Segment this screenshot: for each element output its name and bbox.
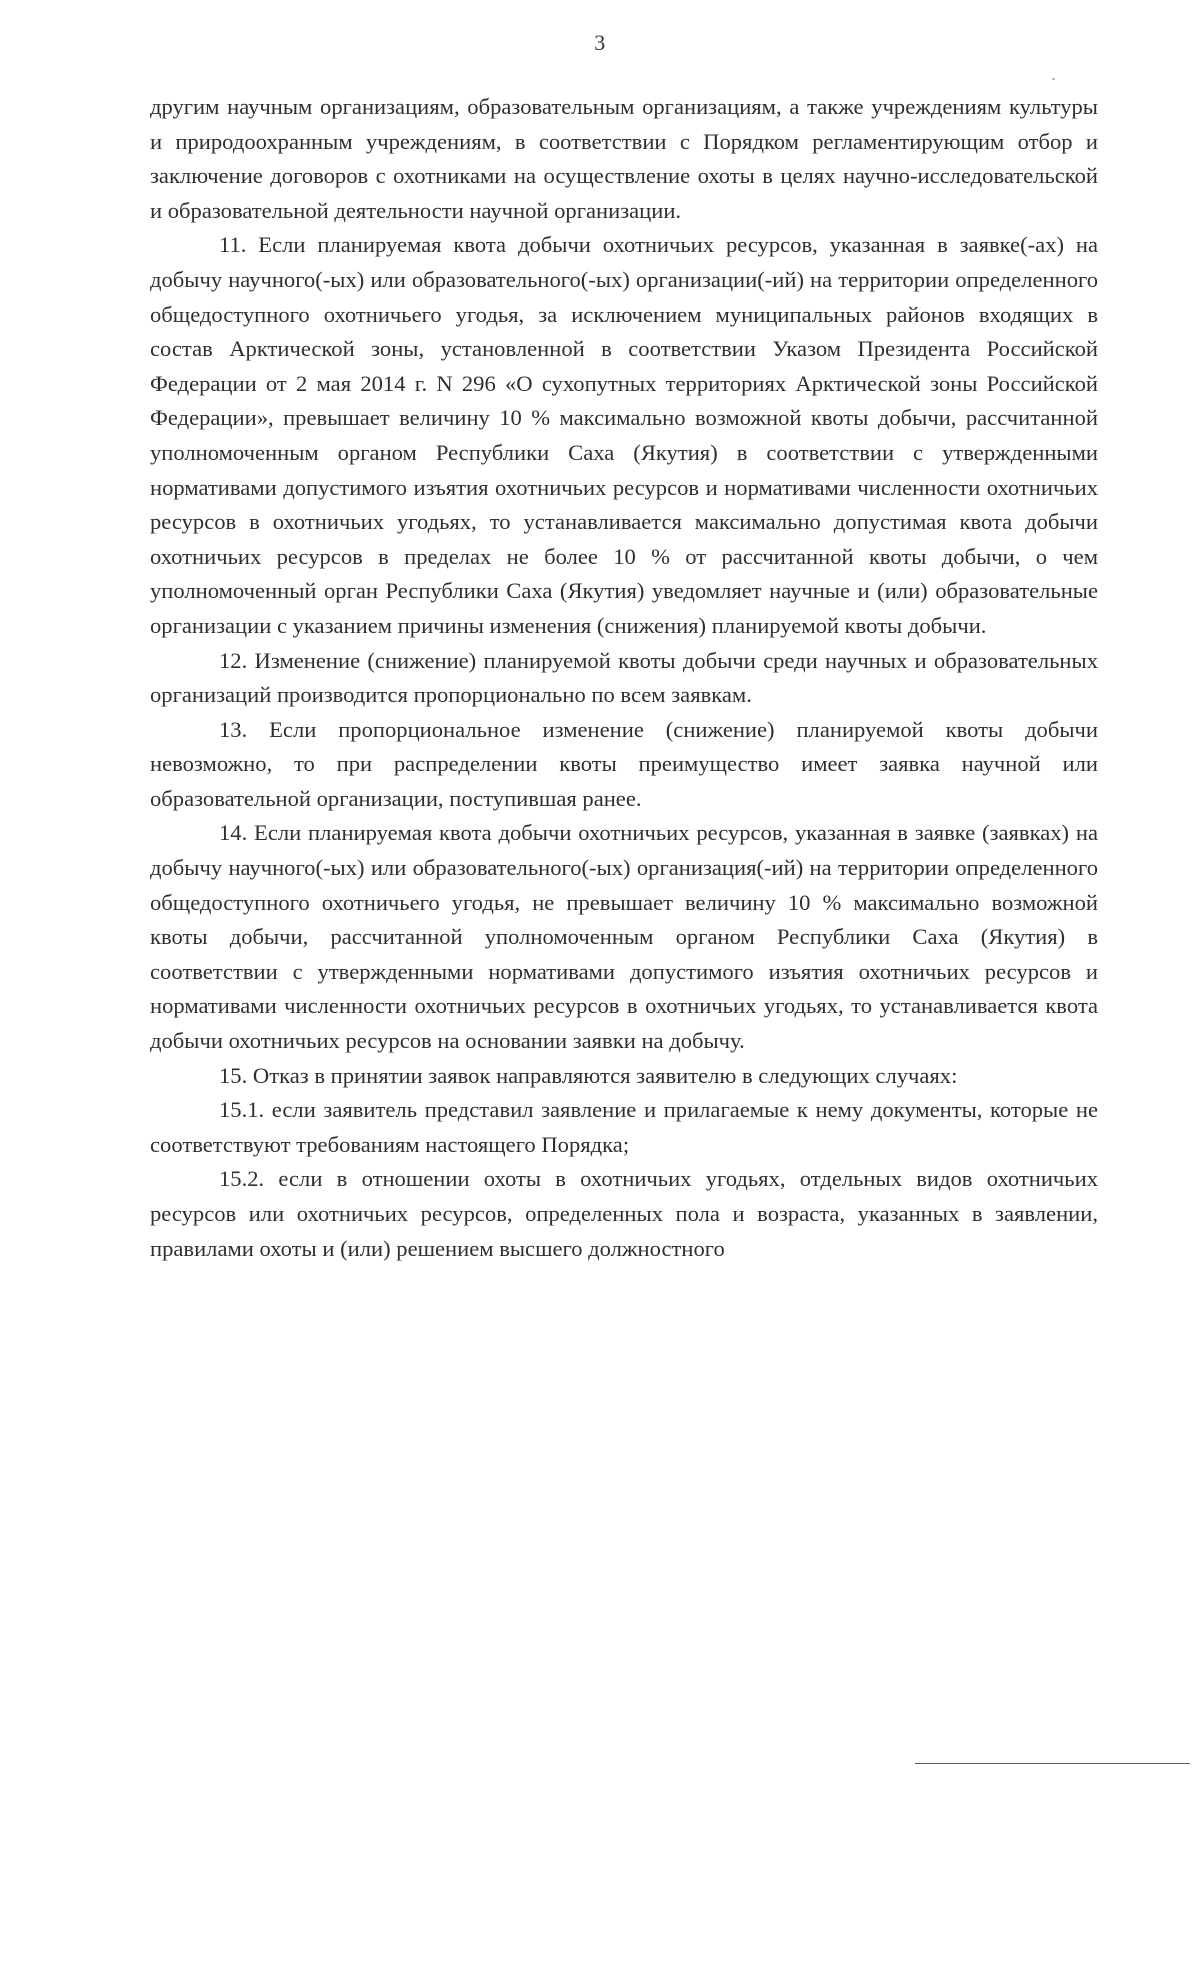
page-number: 3 xyxy=(594,30,606,55)
footer-rule xyxy=(915,1763,1190,1764)
paragraph-15-1: 15.1. если заявитель представил заявление и прилагаемые к нему документы, которые не соответствуют требованиям настоящего Порядка; xyxy=(150,1097,1098,1157)
paragraph-continuation: другим научным организациям, образовательным организациям, а также учреждениям культуры и природоохранным учреждениям, в соответствии с Порядком регламентирующим отбор и заключение договоров с охотниками на осуществление охоты в целях научно-исследовательской и образовательной деятельности научной организации. xyxy=(150,94,1098,223)
scan-artifact xyxy=(1052,78,1055,80)
document-body xyxy=(150,90,1098,1266)
paragraph-13: 13. Если пропорциональное изменение (снижение) планируемой квоты добычи невозможно, то при распределении квоты преимущество имеет заявка научной или образовательной организации, поступившая ранее. xyxy=(150,716,1098,811)
paragraph-11: 11. Если планируемая квота добычи охотничьих ресурсов, указанная в заявке(-ах) на добычу научного(-ых) или образовательного(-ых) организации(-ий) на территории определенного общедоступного охотничьего угодья, за исключением муниципальных районов входящих в состав Арктической зоны, установленной в соответствии Указом Президента Российской Федерации от 2 мая 2014 г. N 296 «О сухопутных территориях Арктической зоны Российской Федерации», превышает величину 10 % максимально возможной квоты добычи, рассчитанной уполномоченным органом Республики Саха (Якутия) в соответствии с утвержденными нормативами допустимого изъятия охотничьих ресурсов и нормативами численности охотничьих ресурсов в охотничьих угодьях, то устанавливается максимально допустимая квота добычи охотничьих ресурсов в пределах не более 10 % от рассчитанной квоты добычи, о чем уполномоченный орган Республики Саха (Якутия) уведомляет научные и (или) образовательные организации с указанием причины изменения (снижения) планируемой квоты добычи. xyxy=(150,232,1098,638)
paragraph-12: 12. Изменение (снижение) планируемой квоты добычи среди научных и образовательных организаций производится пропорционально по всем заявкам. xyxy=(150,647,1098,708)
paragraph-15: 15. Отказ в принятии заявок направляются заявителю в следующих случаях: xyxy=(219,1062,958,1088)
paragraph-15-2: 15.2. если в отношении охоты в охотничьих угодьях, отдельных видов охотничьих ресурсов или охотничьих ресурсов, определенных пола и возраста, указанных в заявлении, правилами охоты и (или) решением высшего должностного xyxy=(150,1166,1098,1261)
paragraph-14: 14. Если планируемая квота добычи охотничьих ресурсов, указанная в заявке (заявках) на добычу научного(-ых) или образовательного(-ых) организация(-ий) на территории определенного общедоступного охотничьего угодья, не превышает величину 10 % максимально возможной квоты добычи, рассчитанной уполномоченным органом Республики Саха (Якутия) в соответствии с утвержденными нормативами допустимого изъятия охотничьих ресурсов и нормативами численности охотничьих ресурсов в охотничьих угодьях, то устанавливается квота добычи охотничьих ресурсов на основании заявки на добычу. xyxy=(150,820,1098,1054)
